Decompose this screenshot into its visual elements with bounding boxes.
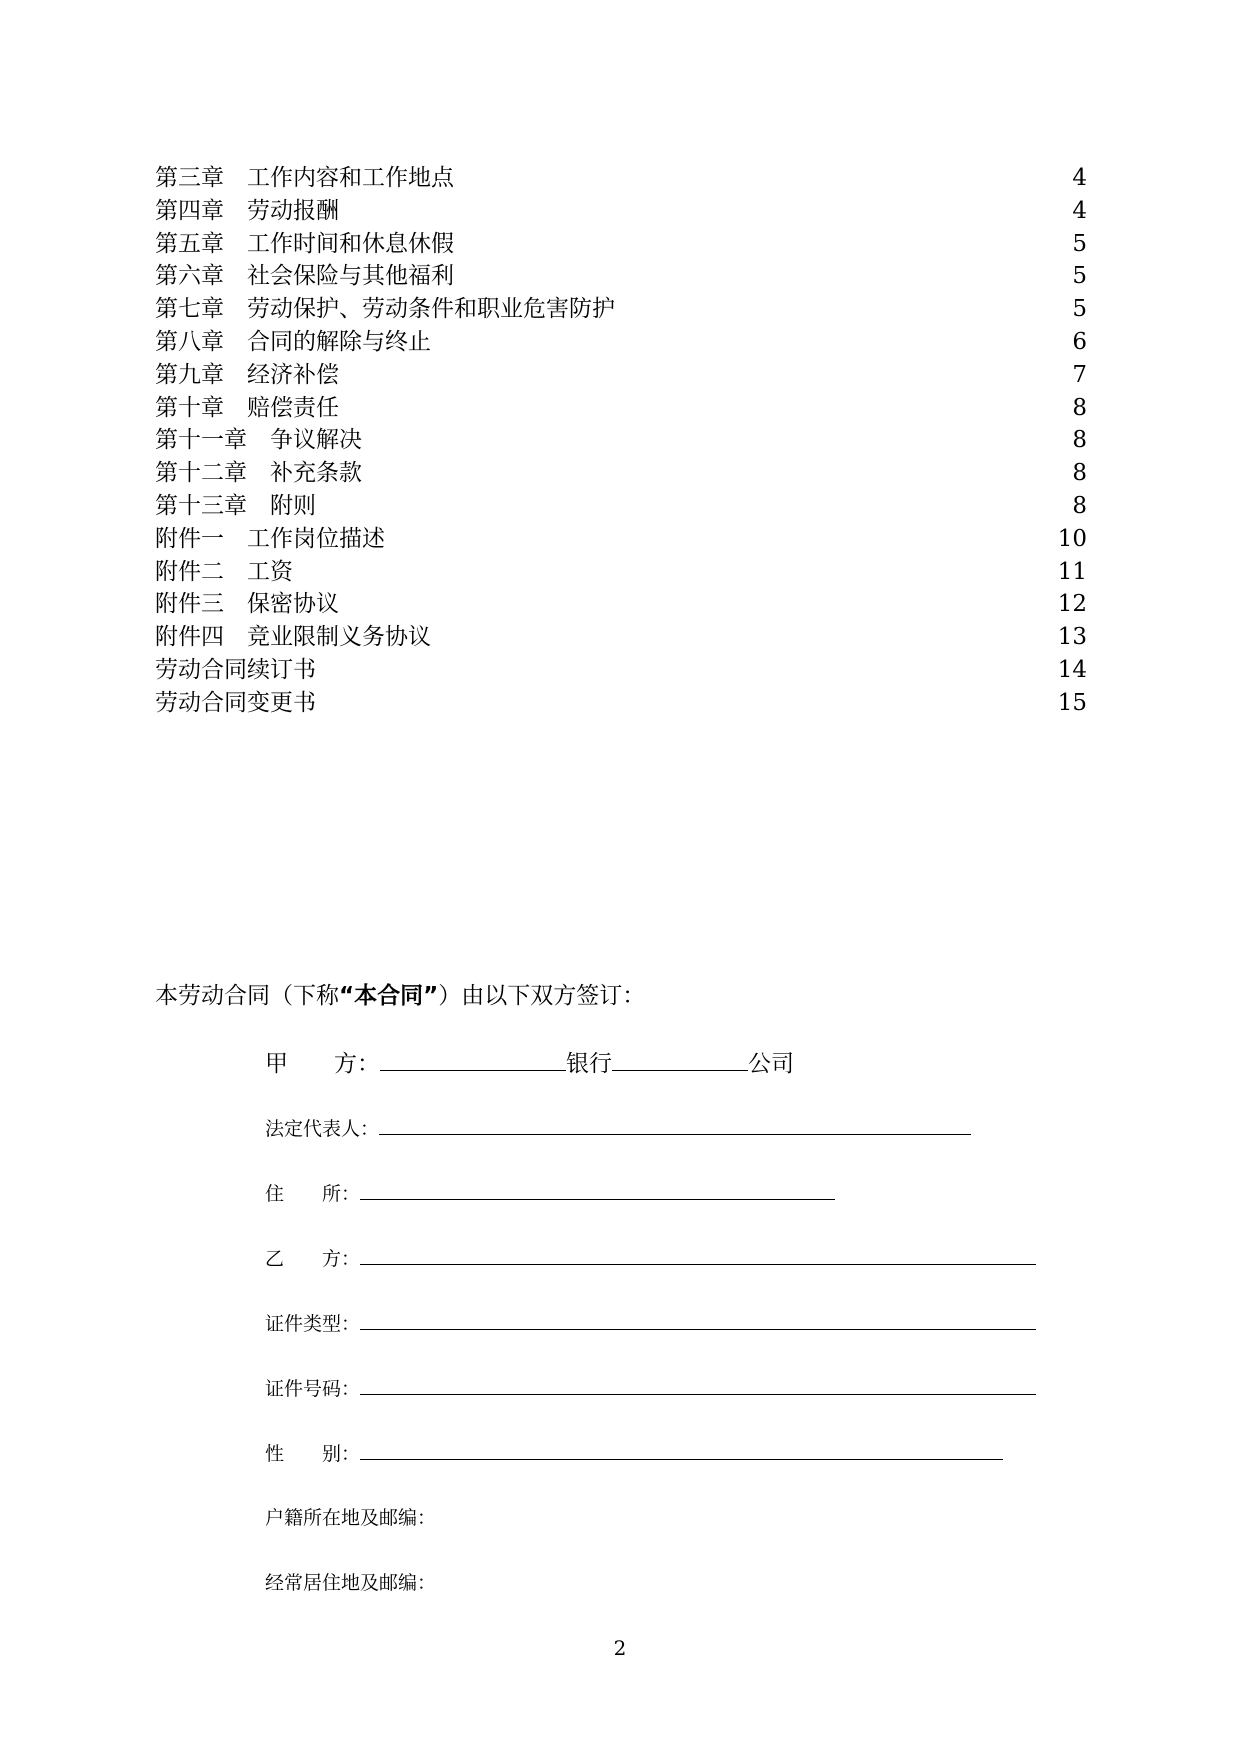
toc-entry-page: 12 <box>1057 591 1087 618</box>
toc-entry[interactable] <box>155 293 1087 326</box>
toc-entry-page: 6 <box>1072 328 1087 355</box>
toc-entry-page: 4 <box>1072 165 1087 191</box>
toc-entry-title: 第七章 劳动保护、劳动条件和职业危害防护 <box>155 296 615 323</box>
contract-intro <box>155 980 645 1012</box>
toc-entry-page: 8 <box>1072 394 1087 421</box>
toc-entry-title: 第九章 经济补偿 <box>155 361 339 388</box>
id-number-blank[interactable] <box>360 1374 1036 1395</box>
toc-entry-title: 第十章 赔偿责任 <box>155 394 339 421</box>
toc-entry-title: 劳动合同变更书 <box>155 689 316 716</box>
intro-defined-term: “本合同” <box>339 983 439 1009</box>
toc-entry[interactable] <box>155 556 1087 589</box>
party-a-branch-blank[interactable] <box>612 1046 748 1071</box>
intro-prefix: 本劳动合同（下称 <box>155 983 339 1009</box>
toc-entry[interactable] <box>155 228 1087 261</box>
toc-entry-page: 5 <box>1072 296 1087 323</box>
toc-entry[interactable] <box>155 588 1087 621</box>
toc-entry-page: 4 <box>1072 197 1087 224</box>
legal-representative-field <box>265 1114 971 1143</box>
toc-entry-page: 11 <box>1057 558 1087 585</box>
toc-entry-page: 13 <box>1057 624 1087 651</box>
intro-suffix: ）由以下双方签订： <box>438 983 646 1009</box>
toc-entry-page: 8 <box>1072 492 1087 519</box>
toc-entry-title: 附件二 工资 <box>155 558 293 585</box>
toc-entry[interactable] <box>155 424 1087 457</box>
toc-entry-title: 第十二章 补充条款 <box>155 460 362 487</box>
toc-entry-page: 5 <box>1072 263 1087 290</box>
id-type-field <box>265 1309 1036 1338</box>
toc-entry-page: 8 <box>1072 460 1087 487</box>
id-number-field <box>265 1374 1036 1403</box>
toc-entry-page: 14 <box>1057 656 1087 683</box>
toc-entry-title: 第三章 工作内容和工作地点 <box>155 165 454 191</box>
residence-label: 经常居住地及邮编： <box>265 1572 437 1594</box>
legal-representative-label: 法定代表人： <box>265 1118 380 1140</box>
toc-entry-title: 第五章 工作时间和休息休假 <box>155 230 454 257</box>
toc-entry[interactable] <box>155 359 1087 392</box>
table-of-contents <box>155 162 1087 720</box>
id-type-label: 证件类型： <box>265 1313 361 1335</box>
residence-field <box>265 1569 436 1597</box>
toc-entry[interactable] <box>155 162 1087 195</box>
toc-entry-title: 第八章 合同的解除与终止 <box>155 328 431 355</box>
toc-entry[interactable] <box>155 490 1087 523</box>
party-a-bank-label: 银行 <box>566 1051 612 1077</box>
party-a-blank[interactable] <box>380 1046 566 1071</box>
toc-entry[interactable] <box>155 457 1087 490</box>
toc-entry-page: 15 <box>1057 689 1087 716</box>
toc-entry-title: 附件四 竞业限制义务协议 <box>155 624 431 651</box>
household-registration-field <box>265 1504 436 1532</box>
party-a-label: 甲 方： <box>265 1051 380 1077</box>
address-field <box>265 1179 835 1208</box>
toc-entry-page: 8 <box>1072 427 1087 454</box>
toc-entry-title: 附件三 保密协议 <box>155 591 339 618</box>
toc-entry-page: 10 <box>1057 525 1087 552</box>
toc-entry[interactable] <box>155 195 1087 228</box>
toc-entry-title: 劳动合同续订书 <box>155 656 316 683</box>
toc-entry[interactable] <box>155 523 1087 556</box>
toc-entry-title: 附件一 工作岗位描述 <box>155 525 385 552</box>
toc-entry[interactable] <box>155 687 1087 720</box>
toc-entry-page: 5 <box>1072 230 1087 257</box>
gender-blank[interactable] <box>360 1439 1003 1460</box>
toc-entry-page: 7 <box>1072 361 1087 388</box>
toc-entry-title: 第六章 社会保险与其他福利 <box>155 263 454 290</box>
party-a-line <box>265 1046 794 1080</box>
gender-label: 性 别： <box>265 1443 361 1465</box>
toc-entry-title: 第十三章 附则 <box>155 492 316 519</box>
party-b-blank[interactable] <box>360 1244 1036 1265</box>
address-label: 住 所： <box>265 1183 361 1205</box>
address-blank[interactable] <box>360 1179 835 1200</box>
id-number-label: 证件号码： <box>265 1378 361 1400</box>
page-number: 2 <box>613 1636 627 1660</box>
toc-entry[interactable] <box>155 326 1087 359</box>
legal-representative-blank[interactable] <box>379 1114 971 1135</box>
household-registration-label: 户籍所在地及邮编： <box>265 1507 437 1529</box>
toc-entry[interactable] <box>155 654 1087 687</box>
party-b-label: 乙 方： <box>265 1248 361 1270</box>
gender-field <box>265 1439 1003 1468</box>
id-type-blank[interactable] <box>360 1309 1036 1330</box>
party-b-field <box>265 1244 1036 1273</box>
party-a-company-label: 公司 <box>748 1051 794 1077</box>
toc-entry[interactable] <box>155 260 1087 293</box>
toc-entry-title: 第四章 劳动报酬 <box>155 197 339 224</box>
toc-entry-title: 第十一章 争议解决 <box>155 427 362 454</box>
toc-entry[interactable] <box>155 392 1087 425</box>
toc-entry[interactable] <box>155 621 1087 654</box>
